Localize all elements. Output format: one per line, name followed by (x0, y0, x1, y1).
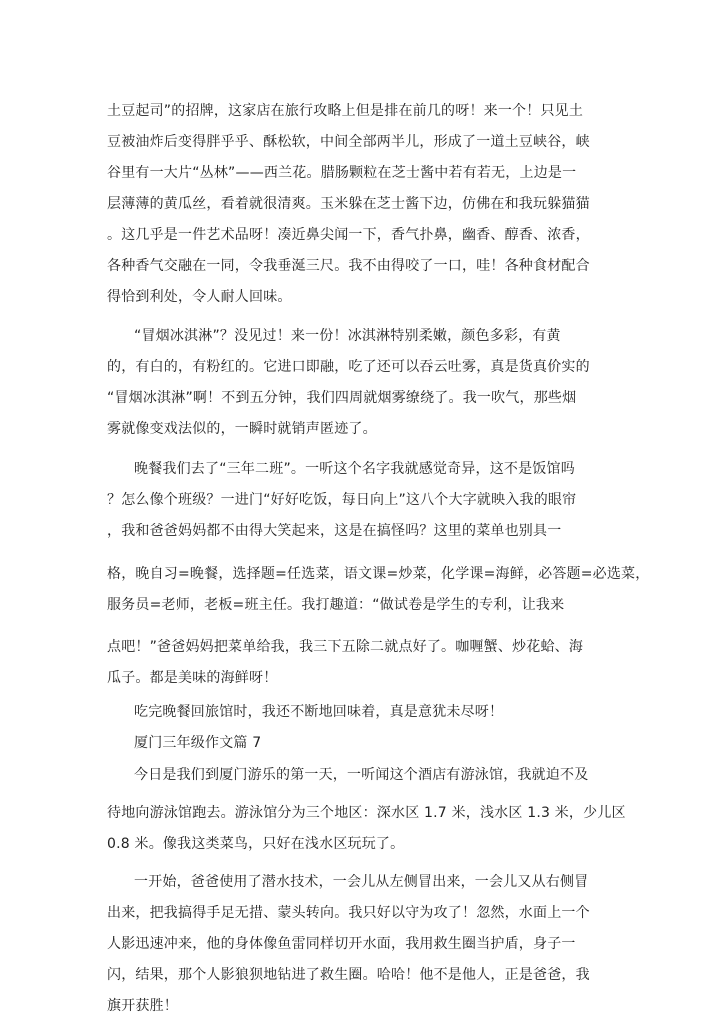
text-line: 瓜子。都是美味的海鲜呀！ (107, 670, 278, 686)
text-line: ，我和爸爸妈妈都不由得大笑起来，这是在搞怪吗？这里的菜单也别具一 (107, 523, 562, 539)
text-line: 点吧！”爸爸妈妈把菜单给我，我三下五除二就点好了。咖喱蟹、炒花蛤、海 (107, 639, 584, 655)
text-line: 谷里有一大片“丛林”——西兰花。腊肠颗粒在芝士酱中若有若无，上边是一 (107, 165, 577, 181)
text-line: 旗开获胜！ (107, 998, 178, 1014)
text-line: 。这几乎是一件艺术品呀！凑近鼻尖闻一下，香气扑鼻，幽香、醇香、浓香， (107, 227, 590, 243)
text-line: “冒烟冰淇淋”啊！不到五分钟，我们四周就烟雾缭绕了。我一吹气，那些烟 (107, 390, 577, 406)
text-line: 闪，结果，那个人影狼狈地钻进了救生圈。哈哈！他不是他人，正是爸爸，我 (107, 967, 590, 983)
text-line: 人影迅速冲来，他的身体像鱼雷同样切开水面，我用救生圈当护盾，身子一 (107, 936, 576, 952)
text-line: 0.8 米。像我这类菜鸟，只好在浅水区玩玩了。 (107, 836, 405, 852)
text-line: 晚餐我们去了“三年二班”。一听这个名字我就感觉奇异，这不是饭馆吗 (134, 461, 575, 477)
text-line: 层薄薄的黄瓜丝，看着就很清爽。玉米躲在芝士酱下边，仿佛在和我玩躲猫猫 (107, 196, 590, 212)
text-line: 的，有白的，有粉红的。它进口即融，吃了还可以吞云吐雾，真是货真价实的 (107, 359, 590, 375)
text-line: 各种香气交融在一同，令我垂涎三尺。我不由得咬了一口，哇！各种食材配合 (107, 258, 590, 274)
text-line: 土豆起司”的招牌，这家店在旅行攻略上但是排在前几的呀！来一个！只见土 (107, 103, 584, 119)
text-line: 格，晚自习=晚餐，选择题=任选菜，语文课=炒菜，化学课=海鲜，必答题=必选菜， (107, 566, 650, 582)
section-heading: 厦门三年级作文篇 7 (134, 735, 262, 751)
text-line: 出来，把我搞得手足无措、蒙头转向。我只好以守为攻了！忽然，水面上一个 (107, 905, 590, 921)
text-line: “冒烟冰淇淋”？没见过！来一份！冰淇淋特别柔嫩，颜色多彩，有黄 (134, 328, 561, 344)
text-line: 今日是我们到厦门游乐的第一天，一听闻这个酒店有游泳馆，我就迫不及 (134, 767, 589, 783)
text-line: 雾就像变戏法似的，一瞬时就销声匿迹了。 (107, 421, 377, 437)
text-line: ？怎么像个班级？一进门“好好吃饭，每日向上”这八个大字就映入我的眼帘 (107, 492, 577, 508)
text-line: 豆被油炸后变得胖乎乎、酥松软，中间全部两半儿，形成了一道土豆峡谷，峡 (107, 134, 590, 150)
text-line: 得恰到利处，令人耐人回味。 (107, 289, 292, 305)
text-line: 待地向游泳馆跑去。游泳馆分为三个地区：深水区 1.7 米，浅水区 1.3 米，少儿区 (107, 805, 626, 821)
text-line: 一开始，爸爸使用了潜水技术，一会儿从左侧冒出来，一会儿又从右侧冒 (134, 874, 589, 890)
text-line: 吃完晚餐回旅馆时，我还不断地回味着，真是意犹未尽呀！ (134, 704, 504, 720)
text-line: 服务员=老师，老板=班主任。我打趣道：“做试卷是学生的专利，让我来 (107, 597, 565, 613)
